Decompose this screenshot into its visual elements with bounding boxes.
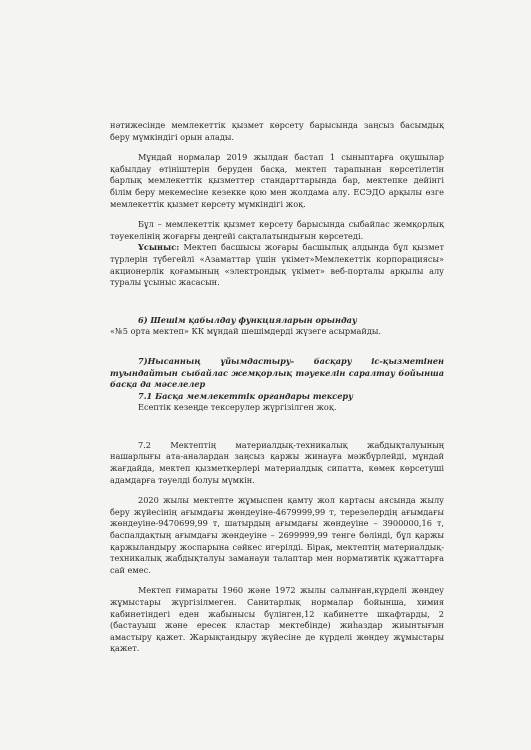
paragraph-recommendation bbox=[110, 242, 444, 288]
paragraph-norms: Мұндай нормалар 2019 жылдан бастап 1 сыныптарға оқушылар қабылдау өтініштерін беруден басқа, мектеп тарапынан көрсетілетін барлық мемлекеттік қызметтер стандарттарында бар, мектепке дейінгі білім беру мекемесіне кезекке қою мен жолдама алу. ЕСЭДО арқылы өзге мемлекеттік қызмет көрсету мүмкіндігі жоқ. bbox=[110, 152, 444, 209]
recommendation-text: Мектеп басшысы жоғары басшылық алдында бұл қызмет түрлерін түбегейлі «Азаматтар үшін үкімет»Мемлекеттік корпорациясы» акционерлік қоғамының «электрондық үкімет» веб-порталы арқылы алу туралы ұсыныс жасасын. bbox=[110, 242, 444, 288]
section-6-heading: 6) Шешім қабылдау функцияларын орындау bbox=[138, 314, 357, 325]
paragraph-intro: нәтижесінде мемлекеттік қызмет көрсету барысында заңсыз басымдық беру мүмкіндігі орын алады. bbox=[110, 120, 444, 142]
section-7-2-text: 7.2 Мектептің материалдық-техникалық жабдықталуының нашарлығы ата-аналардан заңсыз қаржы жинауға мәжбүрлейді, мұндай жағдайда, мектеп қызметкерлері материалдық сипатта, көмек көрсетуші адамдарға тәуелді болуы мүмкін. bbox=[110, 439, 444, 485]
document-body bbox=[110, 120, 444, 655]
recommendation-label: Ұсыныс: bbox=[138, 242, 180, 253]
section-7-1-text: Есептік кезеңде тексерулер жүргізілген жоқ. bbox=[138, 402, 337, 413]
paragraph-risk: Бұл – мемлекеттік қызмет көрсету барысында сыбайлас жемқорлық тәуекелінің жоғарғы деңгейі сақталатындығын көрсетеді. bbox=[110, 219, 444, 241]
paragraph-funding: 2020 жылы мектепте жұмыспен қамту жол картасы аясында жылу беру жүйесінің ағымдағы жөндеуіне-4679999,99 т, терезелердің ағымдағы жөндеуіне-9470699,99 т, шатырдың ағымдағы жөндеуіне – 3900000,16 т, баспалдақтың ағымдағы жөндеуіне – 2699999,99 тенге бөлінді, бұл қаржы қаржыландыру жоспарына сәйкес игерілді. Бірақ, мектептің материалдық-техникалық жабдықталуы заманауи талаптар мен нормативтік құжаттарға сай емес. bbox=[110, 495, 444, 575]
paragraph-building: Мектеп ғимараты 1960 және 1972 жылы салынған,күрделі жөндеу жұмыстары жүргізілмеген. Санитарлық нормалар бойынша, химия кабинетіндегі еден жабынысы бүлінген,12 кабинетте шкафтарды, 2 (бастауыш және ересек кластар мектебінде) жиһаздар жиынтығын амастыру қажет. Жарықтандыру жүйесіне де күрделі жөндеу жұмыстары қажет. bbox=[110, 585, 444, 654]
section-7-heading: 7)Ныcанның ұйымдастыру- басқару іс-қызметінен туындайтын сыбайлас жемқорлық тәуекелін саралтау бойынша басқа да мәселелер bbox=[110, 355, 444, 390]
section-6-text: «№5 орта мектеп» КК мұндай шешімдерді жүзеге асырмайды. bbox=[110, 326, 381, 337]
section-7-1-heading: 7.1 Басқа мемлекеттік органдары тексеру bbox=[138, 390, 354, 401]
